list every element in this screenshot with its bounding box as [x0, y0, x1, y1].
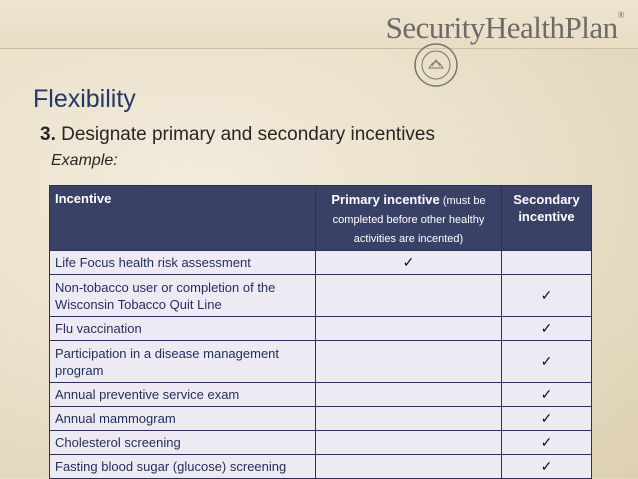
table-row: [50, 407, 592, 431]
secondary-check-icon: ✓: [502, 275, 592, 317]
subtitle-text: Designate primary and secondary incentives: [55, 124, 435, 145]
row-label: Annual mammogram: [50, 407, 316, 431]
row-label: Non-tobacco user or completion of the Wisconsin Tobacco Quit Line: [50, 275, 316, 317]
secondary-check-icon: ✓: [502, 341, 592, 383]
table-row: [50, 383, 592, 407]
seal-icon: [413, 42, 459, 88]
secondary-check-icon: ✓: [502, 383, 592, 407]
security-health-plan-logo: [386, 10, 624, 46]
primary-cell: [316, 431, 502, 455]
primary-check-icon: ✓: [316, 251, 502, 275]
primary-cell: [316, 317, 502, 341]
example-label: Example:: [51, 152, 118, 169]
slide-subtitle: [40, 124, 435, 146]
incentives-table: [49, 185, 592, 479]
table-row: [50, 251, 592, 275]
logo-text: SecurityHealthPlan: [385, 10, 618, 45]
header-primary-note: (must be completed before other healthy activities are incented): [332, 195, 486, 245]
registered-mark: ®: [617, 10, 624, 20]
secondary-check-icon: ✓: [502, 407, 592, 431]
row-label: Annual preventive service exam: [50, 383, 316, 407]
table-row: [50, 275, 592, 317]
row-label: Life Focus health risk assessment: [50, 251, 316, 275]
header-incentive: Incentive: [50, 186, 316, 251]
secondary-cell: [502, 251, 592, 275]
row-label: Cholesterol screening: [50, 431, 316, 455]
row-label: Fasting blood sugar (glucose) screening: [50, 455, 316, 479]
header-primary: [316, 186, 502, 251]
slide-title: Flexibility: [33, 85, 136, 113]
row-label: Flu vaccination: [50, 317, 316, 341]
subtitle-number: 3.: [40, 124, 56, 145]
table-header-row: [50, 186, 592, 251]
secondary-check-icon: ✓: [502, 455, 592, 479]
table-row: [50, 341, 592, 383]
primary-cell: [316, 275, 502, 317]
primary-cell: [316, 455, 502, 479]
primary-cell: [316, 407, 502, 431]
header-secondary: Secondary incentive: [502, 186, 592, 251]
header-primary-label: Primary incentive: [331, 192, 440, 207]
table-row: [50, 455, 592, 479]
row-label: Participation in a disease management program: [50, 341, 316, 383]
primary-cell: [316, 383, 502, 407]
table-row: [50, 431, 592, 455]
table-row: [50, 317, 592, 341]
primary-cell: [316, 341, 502, 383]
secondary-check-icon: ✓: [502, 431, 592, 455]
secondary-check-icon: ✓: [502, 317, 592, 341]
